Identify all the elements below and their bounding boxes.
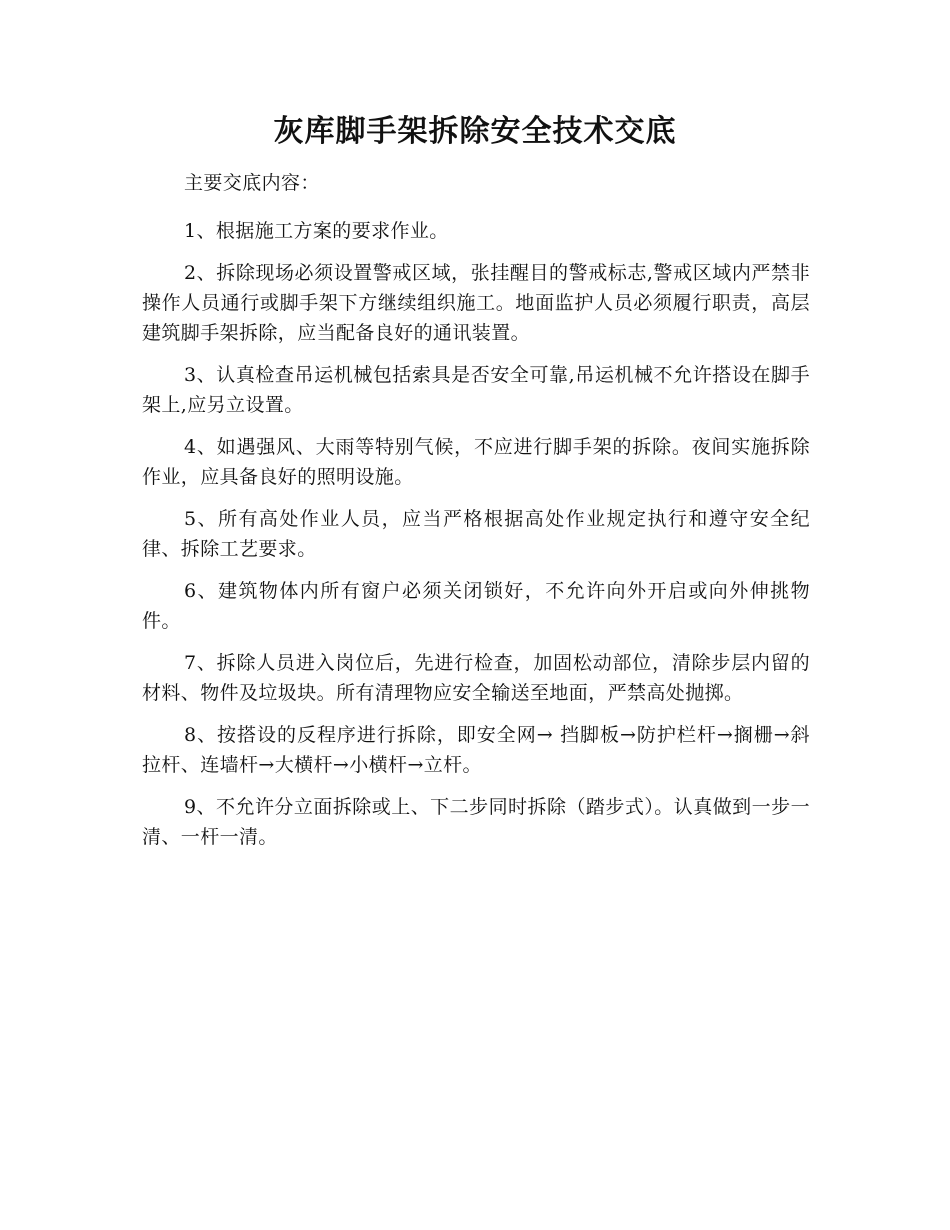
- item-1: 1、根据施工方案的要求作业。: [184, 220, 449, 242]
- intro-heading: 主要交底内容：: [184, 172, 320, 194]
- item-6: 6、建筑物体内所有窗户必须关闭锁好，不允许向外开启或向外伸挑物件。: [142, 580, 810, 632]
- item-4: 4、如遇强风、大雨等特别气候，不应进行脚手架的拆除。夜间实施拆除作业，应具备良好的照明设施。: [142, 436, 810, 488]
- item-3: 3、认真检查吊运机械包括索具是否安全可靠,吊运机械不允许搭设在脚手架上,应另立设置。: [142, 364, 810, 416]
- item-5: 5、所有高处作业人员，应当严格根据高处作业规定执行和遵守安全纪律、拆除工艺要求。: [142, 508, 810, 560]
- document-title: 灰库脚手架拆除安全技术交底: [273, 114, 677, 149]
- item-9: 9、不允许分立面拆除或上、下二步同时拆除（踏步式）。认真做到一步一清、一杆一清。: [142, 796, 810, 848]
- item-2: 2、拆除现场必须设置警戒区域，张挂醒目的警戒标志,警戒区域内严禁非操作人员通行或脚手架下方继续组织施工。地面监护人员必须履行职责，高层建筑脚手架拆除，应当配备良好的通讯装置。: [142, 262, 810, 344]
- item-7: 7、拆除人员进入岗位后，先进行检查，加固松动部位，清除步层内留的材料、物件及垃圾块。所有清理物应安全输送至地面，严禁高处抛掷。: [142, 652, 810, 704]
- document-body: [142, 168, 810, 864]
- item-8: 8、按搭设的反程序进行拆除，即安全网→ 挡脚板→防护栏杆→搁栅→斜拉杆、连墙杆→大横杆→小横杆→立杆。: [142, 724, 810, 776]
